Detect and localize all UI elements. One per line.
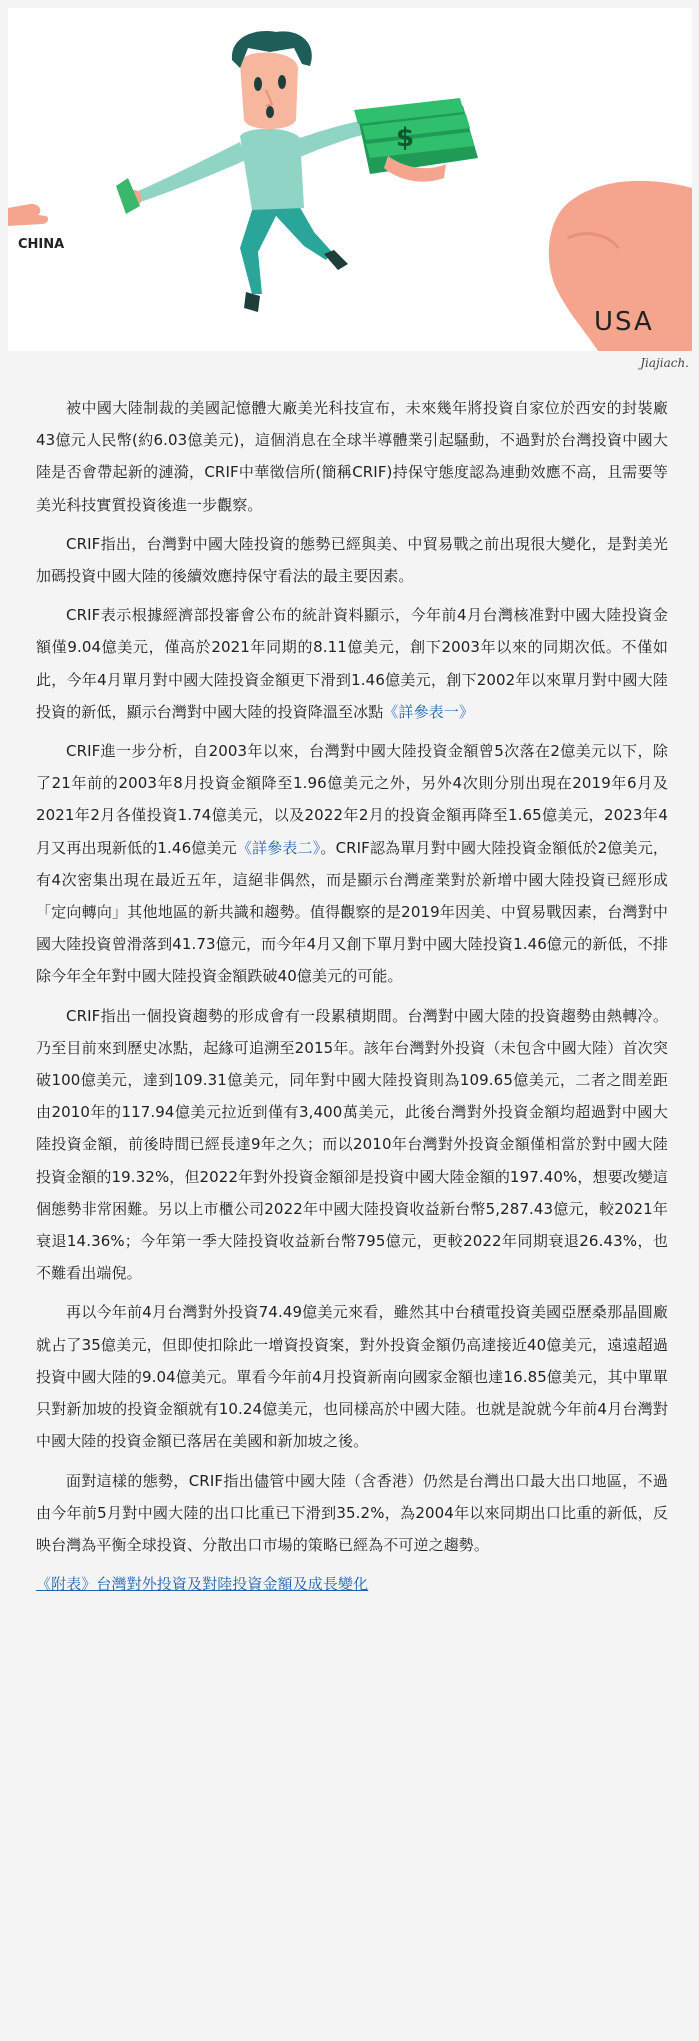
paragraph-1: 被中國大陸制裁的美國記憶體大廠美光科技宣布，未來幾年將投資自家位於西安的封裝廠43億元人民幣(約6.03億美元)，這個消息在全球半導體業引起騷動，不過對於台灣投資中國大陸是否會帶起新的漣漪，CRIF中華徵信所(簡稱CRIF)持保守態度認為連動效應不高，且需要等美光科技實質投資後進一步觀察。 bbox=[36, 399, 668, 514]
china-hand bbox=[8, 204, 48, 226]
paragraph-3-text: CRIF表示根據經濟部投審會公布的統計資料顯示，今年前4月台灣核准對中國大陸投資金額僅9.04億美元，僅高於2021年同期的8.11億美元，創下2003年以來的同期次低。不僅如此，今年4月單月對中國大陸投資金額更下滑到1.46億美元，創下2002年以來單月對中國大陸投資的新低，顯示台灣對中國大陸的投資降溫至冰點 bbox=[36, 606, 668, 721]
appendix-link[interactable]: 《附表》台灣對外投資及對陸投資金額及成長變化 bbox=[36, 1575, 369, 1594]
artist-signature: Jiajiach. bbox=[640, 356, 689, 370]
table-1-link[interactable]: 《詳參表一》 bbox=[383, 702, 474, 721]
money-stack bbox=[354, 98, 478, 174]
paragraph-5: CRIF指出一個投資趨勢的形成會有一段累積期間。台灣對中國大陸的投資趨勢由熱轉冷。乃至目前來到歷史冰點，起緣可追溯至2015年。該年台灣對外投資（未包含中國大陸）首次突破100億美元，達到109.31億美元，同年對中國大陸投資則為109.65億美元，二者之間差距由2010年的117.94億美元拉近到僅有3,400萬美元，此後台灣對外投資金額均超過對中國大陸投資金額，前後時間已經長達9年之久；而以2010年台灣對外投資金額僅相當於對中國大陸投資金額的19.32%，但2022年對外投資金額卻是投資中國大陸金額的197.40%，想要改變這個態勢非常困難。另以上市櫃公司2022年中國大陸投資收益新台幣5,287.43億元，較2021年衰退14.36%；今年第一季大陸投資收益新台幣795億元，更較2022年同期衰退26.43%，也不難看出端倪。 bbox=[36, 1006, 668, 1283]
hero-illustration bbox=[8, 8, 692, 351]
paragraph-2: CRIF指出，台灣對中國大陸投資的態勢已經與美、中貿易戰之前出現很大變化，是對美光加碼投資中國大陸的後續效應持保守看法的最主要因素。 bbox=[36, 534, 668, 586]
paragraph-7: 面對這樣的態勢，CRIF指出儘管中國大陸（含香港）仍然是台灣出口最大出口地區，不過由今年前5月對中國大陸的出口比重已下滑到35.2%，為2004年以來同期出口比重的新低，反映台灣為平衡全球投資、分散出口市場的策略已經為不可逆之趨勢。 bbox=[36, 1471, 668, 1554]
paragraph-4-text-a: CRIF進一步分析，自2003年以來，台灣對中國大陸投資金額曾5次落在2億美元以下，除了21年前的2003年8月投資金額降至1.96億美元之外，另外4次則分別出現在2019年6月及2021年2月各僅投資1.74億美元，以及2022年2月的投資金額再降至1.65億美元，2023年4月又再出現新低的1.46億美元 bbox=[36, 742, 668, 857]
appendix-paragraph bbox=[36, 1568, 668, 1600]
usa-label: USA bbox=[594, 307, 654, 337]
paragraph-3 bbox=[36, 599, 668, 728]
article-body bbox=[36, 392, 668, 1607]
china-label: CHINA bbox=[18, 237, 65, 252]
illustration-drawing bbox=[8, 8, 692, 351]
paragraph-4 bbox=[36, 735, 668, 993]
person-legs bbox=[240, 204, 332, 294]
dollar-sign: $ bbox=[396, 123, 415, 153]
paragraph-4-text-b: 。CRIF認為單月對中國大陸投資金額低於2億美元，有4次密集出現在最近五年，這絕非偶然，而是顯示台灣產業對於新增中國大陸投資已經形成「定向轉向」其他地區的新共識和趨勢。值得觀察的是2019年因美、中貿易戰因素，台灣對中國大陸投資曾滑落到41.73億元，而今年4月又創下單月對中國大陸投資1.46億元的新低，不排除今年全年對中國大陸投資金額跌破40億美元的可能。 bbox=[36, 838, 668, 986]
paragraph-6: 再以今年前4月台灣對外投資74.49億美元來看，雖然其中台積電投資美國亞歷桑那晶圓廠就占了35億美元，但即使扣除此一增資投資案，對外投資金額仍高達接近40億美元，遠遠超過投資中國大陸的9.04億美元。單看今年前4月投資新南向國家金額也達16.85億美元，其中單單只對新加坡的投資金額就有10.24億美元，也同樣高於中國大陸。也就是說就今年前4月台灣對中國大陸的投資金額已落居在美國和新加坡之後。 bbox=[36, 1303, 668, 1451]
table-2-link[interactable]: 《詳參表二》 bbox=[236, 838, 321, 857]
